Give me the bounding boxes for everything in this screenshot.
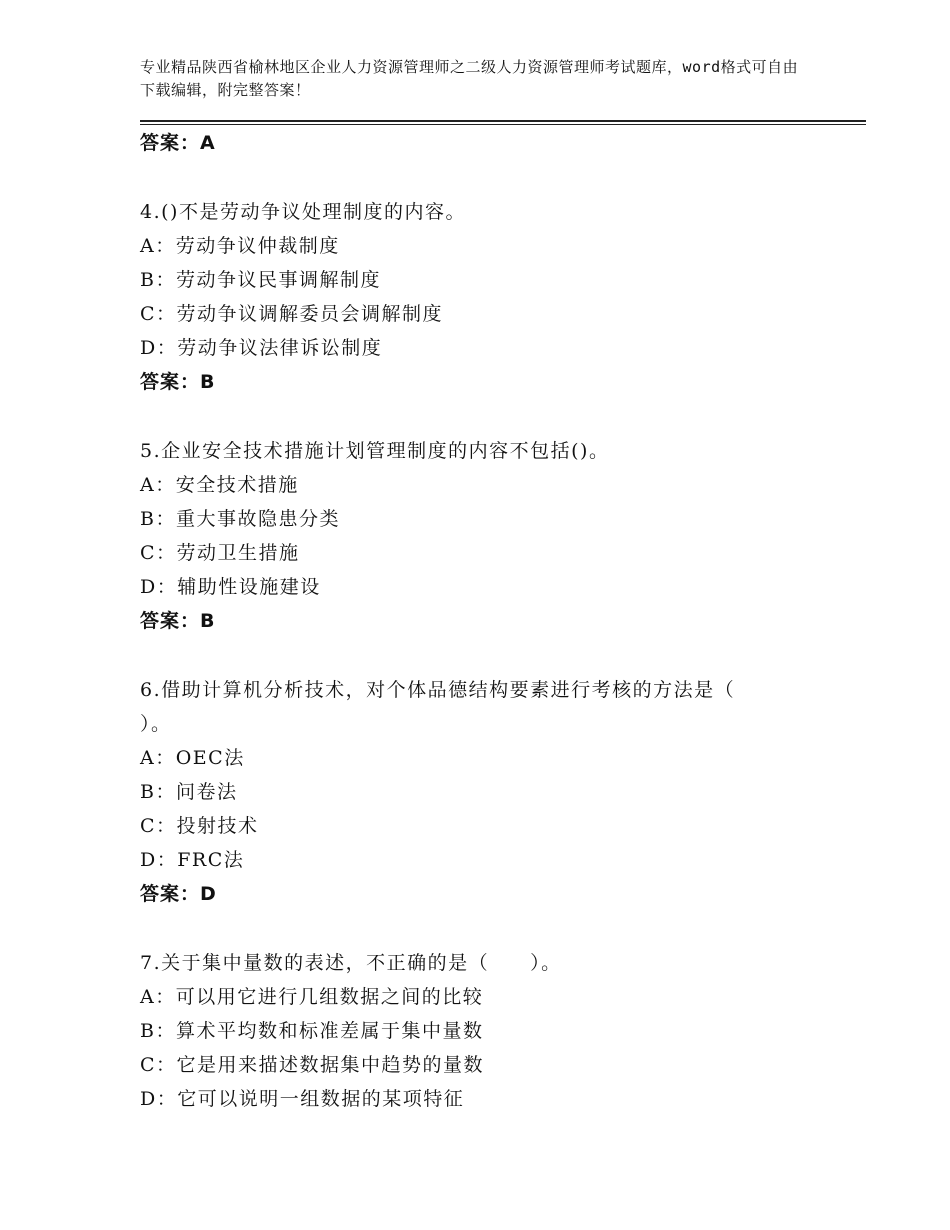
question-6-option-d: D：FRC法 [140,849,245,871]
question-6-option-b: B：问卷法 [140,781,238,803]
question-6-answer: 答案：D [140,883,217,905]
header-rule-thick [140,120,866,122]
question-4-option-c: C：劳动争议调解委员会调解制度 [140,303,444,325]
question-7-option-a: A：可以用它进行几组数据之间的比较 [140,986,484,1008]
question-4-option-b: B：劳动争议民事调解制度 [140,269,381,291]
document-header: 专业精品陕西省榆林地区企业人力资源管理师之二级人力资源管理师考试题库，word格式可自由下载编辑，附完整答案！ [140,58,799,99]
question-7-option-d: D：它可以说明一组数据的某项特征 [140,1088,465,1110]
question-6-option-c: C：投射技术 [140,815,259,837]
answer-previous: 答案：A [140,132,216,154]
question-5-stem: 5.企业安全技术措施计划管理制度的内容不包括()。 [140,440,610,462]
question-4-answer: 答案：B [140,371,216,393]
question-4-stem: 4.()不是劳动争议处理制度的内容。 [140,201,466,223]
question-4-option-a: A：劳动争议仲裁制度 [140,235,340,257]
question-5-option-d: D：辅助性设施建设 [140,576,321,598]
question-6-stem-line1: 6.借助计算机分析技术，对个体品德结构要素进行考核的方法是（ [140,679,736,701]
question-6-stem-line2: ）。 [140,713,172,735]
question-6-option-a: A：OEC法 [140,747,245,769]
question-7-option-c: C：它是用来描述数据集中趋势的量数 [140,1054,485,1076]
question-5-option-a: A：安全技术措施 [140,474,299,496]
question-5-answer: 答案：B [140,610,216,632]
header-rule-thin [140,124,866,125]
question-5-option-b: B：重大事故隐患分类 [140,508,340,530]
question-5-option-c: C：劳动卫生措施 [140,542,300,564]
question-7-option-b: B：算术平均数和标准差属于集中量数 [140,1020,484,1042]
question-7-stem: 7.关于集中量数的表述，不正确的是（ ）。 [140,952,562,974]
question-4-option-d: D：劳动争议法律诉讼制度 [140,337,383,359]
